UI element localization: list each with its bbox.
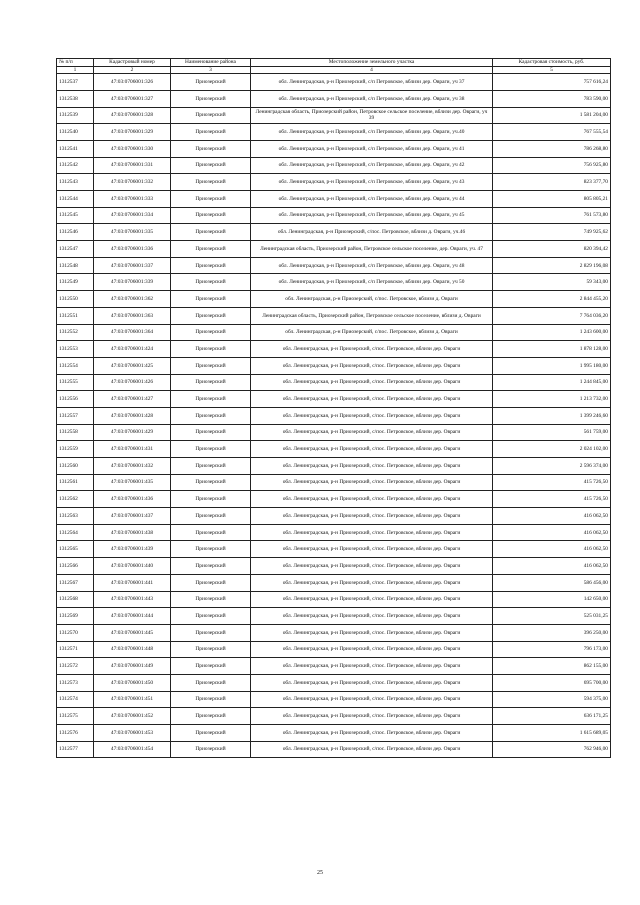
table-row [57,157,611,174]
row-number-cell: 1312576 [57,725,94,742]
cadastral-value-table [56,58,611,758]
cadastral-value-cell: 1 213 732,00 [493,391,611,408]
district-cell: Приозерский [171,708,251,725]
row-number-cell: 1312560 [57,458,94,475]
district-cell: Приозерский [171,491,251,508]
district-cell: Приозерский [171,207,251,224]
district-cell: Приозерский [171,74,251,91]
cadastral-value-cell: 586 456,00 [493,574,611,591]
location-cell: обл. Ленинградская, р-н Приозерский, с/пос. Петровское, вблизи дер. Овраги [251,441,493,458]
row-number-cell: 1312567 [57,574,94,591]
cadastral-value-cell: 695 700,00 [493,674,611,691]
cadastral-number-cell: 47:03:0706001:330 [94,140,171,157]
row-number-cell: 1312574 [57,691,94,708]
district-cell: Приозерский [171,441,251,458]
cadastral-value-cell: 416 062,50 [493,558,611,575]
cadastral-number-cell: 47:03:0706001:449 [94,658,171,675]
table-row [57,224,611,241]
row-number-cell: 1312577 [57,741,94,758]
row-number-cell: 1312556 [57,391,94,408]
cadastral-value-cell: 415 726,50 [493,491,611,508]
district-cell: Приозерский [171,357,251,374]
district-cell: Приозерский [171,107,251,124]
district-cell: Приозерский [171,541,251,558]
district-cell: Приозерский [171,574,251,591]
location-cell: Ленинградская область, Приозерский район, Петровское сельское поселение, вблизи дер. Овраги, уч 39 [251,107,493,124]
district-cell: Приозерский [171,391,251,408]
location-cell: Ленинградская область, Приозерский район, Петровское сельское поселение, дер. Овраги, уч. 47 [251,241,493,258]
location-cell: обл. Ленинградская, р-н Приозерский, с/п Петровское, вблизи дер. Овраги, уч 43 [251,174,493,191]
cadastral-value-cell: 594 375,00 [493,691,611,708]
location-cell: обл. Ленинградская, р-н Приозерский, с/пос. Петровское, вблизи дер. Овраги [251,341,493,358]
location-cell: обл. Ленинградская, р-н Приозерский, с/пос. Петровское, вблизи дер. Овраги [251,541,493,558]
cadastral-value-cell: 142 650,00 [493,591,611,608]
table-row [57,708,611,725]
location-cell: обл. Ленинградская, р-н Приозерский, с/пос. Петровское, вблизи дер. Овраги [251,691,493,708]
cadastral-value-cell: 416 062,50 [493,524,611,541]
page-number: 25 [317,870,323,876]
header-row [57,59,611,67]
district-cell: Приозерский [171,508,251,525]
district-cell: Приозерский [171,674,251,691]
table-row [57,474,611,491]
cadastral-number-cell: 47:03:0706001:451 [94,691,171,708]
table-row [57,291,611,308]
cadastral-value-cell: 1 878 128,00 [493,341,611,358]
cadastral-number-cell: 47:03:0706001:448 [94,641,171,658]
district-cell: Приозерский [171,558,251,575]
location-cell: Ленинградская область, Приозерский район, Петровское сельское поселение, вблизи д. Овраги [251,307,493,324]
cadastral-value-cell: 416 062,50 [493,541,611,558]
table-body [57,74,611,758]
location-cell: обл. Ленинградская, р-н Приозерский, с/п Петровское, вблизи дер. Овраги, уч.40 [251,124,493,141]
district-cell: Приозерский [171,140,251,157]
cadastral-value-cell: 416 062,50 [493,508,611,525]
location-cell: обл. Ленинградская, р-н Приозерский, с/п Петровское, вблизи дер. Овраги, уч 37 [251,74,493,91]
table-row [57,341,611,358]
row-number-cell: 1312573 [57,674,94,691]
location-cell: обл. Ленинградская, р-н Приозерский, с/пос. Петровское, вблизи дер. Овраги [251,374,493,391]
location-cell: обл. Ленинградская, р-н Приозерский, с/пос. Петровское, вблизи дер. Овраги [251,641,493,658]
table-row [57,441,611,458]
district-cell: Приозерский [171,474,251,491]
cadastral-number-cell: 47:03:0706001:443 [94,591,171,608]
cadastral-number-cell: 47:03:0706001:445 [94,624,171,641]
cadastral-number-cell: 47:03:0706001:337 [94,257,171,274]
row-number-cell: 1312550 [57,291,94,308]
district-cell: Приозерский [171,274,251,291]
location-cell: обл. Ленинградская, р-н Приозерский, с/п Петровское, вблизи дер. Овраги, уч 38 [251,90,493,107]
table-row [57,124,611,141]
table-row [57,691,611,708]
cadastral-number-cell: 47:03:0706001:441 [94,574,171,591]
cadastral-value-cell: 2 844 455,20 [493,291,611,308]
table-row [57,641,611,658]
district-cell: Приозерский [171,291,251,308]
table-row [57,307,611,324]
cadastral-number-cell: 47:03:0706001:328 [94,107,171,124]
header-district: Наименование района [171,59,251,67]
cadastral-value-cell: 1 995 180,00 [493,357,611,374]
district-cell: Приозерский [171,174,251,191]
row-number-cell: 1312566 [57,558,94,575]
location-cell: обл. Ленинградская, р-н Приозерский, с/пос. Петровское, вблизи дер. Овраги [251,558,493,575]
cadastral-value-cell: 805 805,21 [493,191,611,208]
cadastral-value-cell: 396 250,00 [493,624,611,641]
column-number: 5 [493,67,611,74]
row-number-cell: 1312572 [57,658,94,675]
location-cell: обл. Ленинградская, р-н Приозерский, с/пос. Петровское, вблизи дер. Овраги [251,424,493,441]
table-row [57,424,611,441]
location-cell: обл. Ленинградская, р-н Приозерский, с/пос. Петровское, вблизи дер. Овраги [251,357,493,374]
district-cell: Приозерский [171,741,251,758]
cadastral-value-cell: 823 377,70 [493,174,611,191]
district-cell: Приозерский [171,241,251,258]
row-number-cell: 1312551 [57,307,94,324]
location-cell: обл. Ленинградская, р-н Приозерский, с/пос. Петровское, вблизи дер. Овраги [251,407,493,424]
location-cell: обл. Ленинградская, р-н Приозерский, с/пос. Петровское, вблизи д. Овраги [251,324,493,341]
row-number-cell: 1312545 [57,207,94,224]
row-number-cell: 1312539 [57,107,94,124]
cadastral-number-cell: 47:03:0706001:363 [94,307,171,324]
table-row [57,324,611,341]
cadastral-value-cell: 757 616,24 [493,74,611,91]
row-number-cell: 1312575 [57,708,94,725]
location-cell: обл. Ленинградская, р-н Приозерский, с/пос. Петровское, вблизи дер. Овраги [251,674,493,691]
location-cell: обл. Ленинградская, р-н Приозерский, с/пос. Петровское, вблизи д. Овраги [251,291,493,308]
row-number-cell: 1312554 [57,357,94,374]
location-cell: обл. Ленинградская, р-н Приозерский, с/пос. Петровское, вблизи дер. Овраги [251,725,493,742]
column-number: 1 [57,67,94,74]
district-cell: Приозерский [171,641,251,658]
cadastral-number-cell: 47:03:0706001:452 [94,708,171,725]
table-row [57,741,611,758]
row-number-cell: 1312555 [57,374,94,391]
cadastral-value-cell: 59 343,00 [493,274,611,291]
location-cell: обл. Ленинградская, р-н Приозерский, с/пос. Петровское, вблизи дер. Овраги [251,474,493,491]
cadastral-number-cell: 47:03:0706001:424 [94,341,171,358]
row-number-cell: 1312563 [57,508,94,525]
table-row [57,491,611,508]
location-cell: обл. Ленинградская, р-н Приозерский, с/пос. Петровское, вблизи дер. Овраги [251,608,493,625]
table-row [57,191,611,208]
cadastral-number-cell: 47:03:0706001:336 [94,241,171,258]
table-row [57,541,611,558]
table-row [57,391,611,408]
row-number-cell: 1312546 [57,224,94,241]
cadastral-number-cell: 47:03:0706001:437 [94,508,171,525]
row-number-cell: 1312568 [57,591,94,608]
table-row [57,508,611,525]
row-number-cell: 1312548 [57,257,94,274]
district-cell: Приозерский [171,591,251,608]
row-number-cell: 1312543 [57,174,94,191]
cadastral-number-cell: 47:03:0706001:339 [94,274,171,291]
row-number-cell: 1312538 [57,90,94,107]
district-cell: Приозерский [171,341,251,358]
row-number-cell: 1312564 [57,524,94,541]
cadastral-number-cell: 47:03:0706001:429 [94,424,171,441]
column-number: 3 [171,67,251,74]
location-cell: обл. Ленинградская, р-н Приозерский, с/пос. Петровское, вблизи д. Овраги, уч.46 [251,224,493,241]
district-cell: Приозерский [171,524,251,541]
cadastral-value-cell: 786 268,80 [493,140,611,157]
table-row [57,574,611,591]
table-row [57,90,611,107]
table-row [57,357,611,374]
table-row [57,241,611,258]
row-number-cell: 1312569 [57,608,94,625]
table-row [57,207,611,224]
district-cell: Приозерский [171,374,251,391]
location-cell: обл. Ленинградская, р-н Приозерский, с/пос. Петровское, вблизи дер. Овраги [251,624,493,641]
cadastral-number-cell: 47:03:0706001:332 [94,174,171,191]
district-cell: Приозерский [171,458,251,475]
district-cell: Приозерский [171,658,251,675]
cadastral-value-cell: 862 155,00 [493,658,611,675]
table-row [57,608,611,625]
cadastral-value-cell: 767 555,54 [493,124,611,141]
row-number-cell: 1312553 [57,341,94,358]
district-cell: Приозерский [171,691,251,708]
cadastral-number-cell: 47:03:0706001:432 [94,458,171,475]
table-header [57,59,611,74]
row-number-cell: 1312542 [57,157,94,174]
cadastral-number-cell: 47:03:0706001:362 [94,291,171,308]
table-row [57,107,611,124]
cadastral-number-cell: 47:03:0706001:454 [94,741,171,758]
district-cell: Приозерский [171,307,251,324]
location-cell: обл. Ленинградская, р-н Приозерский, с/п Петровское, вблизи дер. Овраги, уч 48 [251,257,493,274]
district-cell: Приозерский [171,191,251,208]
header-location: Местоположение земельного участка [251,59,493,67]
cadastral-value-cell: 756 925,80 [493,157,611,174]
row-number-cell: 1312565 [57,541,94,558]
location-cell: обл. Ленинградская, р-н Приозерский, с/п Петровское, вблизи дер. Овраги, уч 50 [251,274,493,291]
row-number-cell: 1312562 [57,491,94,508]
location-cell: обл. Ленинградская, р-н Приозерский, с/п Петровское, вблизи дер. Овраги, уч 45 [251,207,493,224]
header-cadastral-value: Кадастровая стоимость, руб. [493,59,611,67]
district-cell: Приозерский [171,90,251,107]
cadastral-value-cell: 2 596 374,00 [493,458,611,475]
row-number-cell: 1312557 [57,407,94,424]
cadastral-value-cell: 761 573,80 [493,207,611,224]
header-cadastral-number: Кадастровый номер [94,59,171,67]
table-row [57,591,611,608]
cadastral-number-cell: 47:03:0706001:440 [94,558,171,575]
cadastral-value-cell: 2 829 196,08 [493,257,611,274]
cadastral-number-cell: 47:03:0706001:333 [94,191,171,208]
column-number-row [57,67,611,74]
cadastral-number-cell: 47:03:0706001:335 [94,224,171,241]
district-cell: Приозерский [171,157,251,174]
location-cell: обл. Ленинградская, р-н Приозерский, с/пос. Петровское, вблизи дер. Овраги [251,708,493,725]
cadastral-value-cell: 1 615 689,05 [493,725,611,742]
row-number-cell: 1312570 [57,624,94,641]
cadastral-number-cell: 47:03:0706001:428 [94,407,171,424]
location-cell: обл. Ленинградская, р-н Приозерский, с/пос. Петровское, вблизи дер. Овраги [251,458,493,475]
table-row [57,524,611,541]
location-cell: обл. Ленинградская, р-н Приозерский, с/пос. Петровское, вблизи дер. Овраги [251,491,493,508]
location-cell: обл. Ленинградская, р-н Приозерский, с/пос. Петровское, вблизи дер. Овраги [251,508,493,525]
cadastral-number-cell: 47:03:0706001:425 [94,357,171,374]
row-number-cell: 1312561 [57,474,94,491]
table-row [57,74,611,91]
row-number-cell: 1312540 [57,124,94,141]
cadastral-number-cell: 47:03:0706001:435 [94,474,171,491]
cadastral-value-cell: 820 394,42 [493,241,611,258]
cadastral-number-cell: 47:03:0706001:426 [94,374,171,391]
cadastral-value-cell: 636 171,25 [493,708,611,725]
location-cell: обл. Ленинградская, р-н Приозерский, с/пос. Петровское, вблизи дер. Овраги [251,524,493,541]
location-cell: обл. Ленинградская, р-н Приозерский, с/пос. Петровское, вблизи дер. Овраги [251,741,493,758]
table-row [57,658,611,675]
location-cell: обл. Ленинградская, р-н Приозерский, с/п Петровское, вблизи дер. Овраги, уч 41 [251,140,493,157]
header-number: № п/п [57,59,94,67]
cadastral-value-cell: 1 243 600,00 [493,324,611,341]
district-cell: Приозерский [171,725,251,742]
district-cell: Приозерский [171,257,251,274]
location-cell: обл. Ленинградская, р-н Приозерский, с/пос. Петровское, вблизи дер. Овраги [251,658,493,675]
location-cell: обл. Ленинградская, р-н Приозерский, с/пос. Петровское, вблизи дер. Овраги [251,391,493,408]
cadastral-number-cell: 47:03:0706001:331 [94,157,171,174]
location-cell: обл. Ленинградская, р-н Приозерский, с/п Петровское, вблизи дер. Овраги, уч 42 [251,157,493,174]
district-cell: Приозерский [171,424,251,441]
cadastral-number-cell: 47:03:0706001:326 [94,74,171,91]
cadastral-value-cell: 525 031,25 [493,608,611,625]
row-number-cell: 1312541 [57,140,94,157]
cadastral-number-cell: 47:03:0706001:436 [94,491,171,508]
cadastral-value-cell: 7 764 036,20 [493,307,611,324]
cadastral-number-cell: 47:03:0706001:431 [94,441,171,458]
table-row [57,407,611,424]
district-cell: Приозерский [171,624,251,641]
district-cell: Приозерский [171,608,251,625]
row-number-cell: 1312571 [57,641,94,658]
cadastral-value-cell: 415 726,50 [493,474,611,491]
cadastral-value-cell: 749 925,62 [493,224,611,241]
row-number-cell: 1312558 [57,424,94,441]
cadastral-number-cell: 47:03:0706001:329 [94,124,171,141]
column-number: 4 [251,67,493,74]
cadastral-number-cell: 47:03:0706001:450 [94,674,171,691]
location-cell: обл. Ленинградская, р-н Приозерский, с/пос. Петровское, вблизи дер. Овраги [251,591,493,608]
table-row [57,174,611,191]
table-row [57,140,611,157]
cadastral-value-cell: 796 173,00 [493,641,611,658]
cadastral-value-cell: 762 946,00 [493,741,611,758]
cadastral-number-cell: 47:03:0706001:427 [94,391,171,408]
cadastral-number-cell: 47:03:0706001:334 [94,207,171,224]
column-number: 2 [94,67,171,74]
cadastral-value-cell: 1 581 204,00 [493,107,611,124]
table-row [57,458,611,475]
location-cell: обл. Ленинградская, р-н Приозерский, с/п Петровское, вблизи дер. Овраги, уч 44 [251,191,493,208]
cadastral-value-cell: 561 759,00 [493,424,611,441]
row-number-cell: 1312544 [57,191,94,208]
location-cell: обл. Ленинградская, р-н Приозерский, с/пос. Петровское, вблизи дер. Овраги [251,574,493,591]
district-cell: Приозерский [171,407,251,424]
cadastral-number-cell: 47:03:0706001:327 [94,90,171,107]
table-row [57,624,611,641]
row-number-cell: 1312537 [57,74,94,91]
district-cell: Приозерский [171,224,251,241]
table-row [57,558,611,575]
cadastral-value-cell: 1 399 246,60 [493,407,611,424]
cadastral-number-cell: 47:03:0706001:438 [94,524,171,541]
cadastral-number-cell: 47:03:0706001:364 [94,324,171,341]
cadastral-number-cell: 47:03:0706001:453 [94,725,171,742]
table-row [57,725,611,742]
cadastral-number-cell: 47:03:0706001:439 [94,541,171,558]
cadastral-number-cell: 47:03:0706001:444 [94,608,171,625]
table-row [57,374,611,391]
cadastral-value-cell: 1 244 845,00 [493,374,611,391]
cadastral-value-cell: 2 024 102,00 [493,441,611,458]
row-number-cell: 1312559 [57,441,94,458]
row-number-cell: 1312549 [57,274,94,291]
table-row [57,274,611,291]
row-number-cell: 1312552 [57,324,94,341]
row-number-cell: 1312547 [57,241,94,258]
district-cell: Приозерский [171,324,251,341]
cadastral-value-cell: 783 590,00 [493,90,611,107]
table-row [57,674,611,691]
district-cell: Приозерский [171,124,251,141]
table-row [57,257,611,274]
